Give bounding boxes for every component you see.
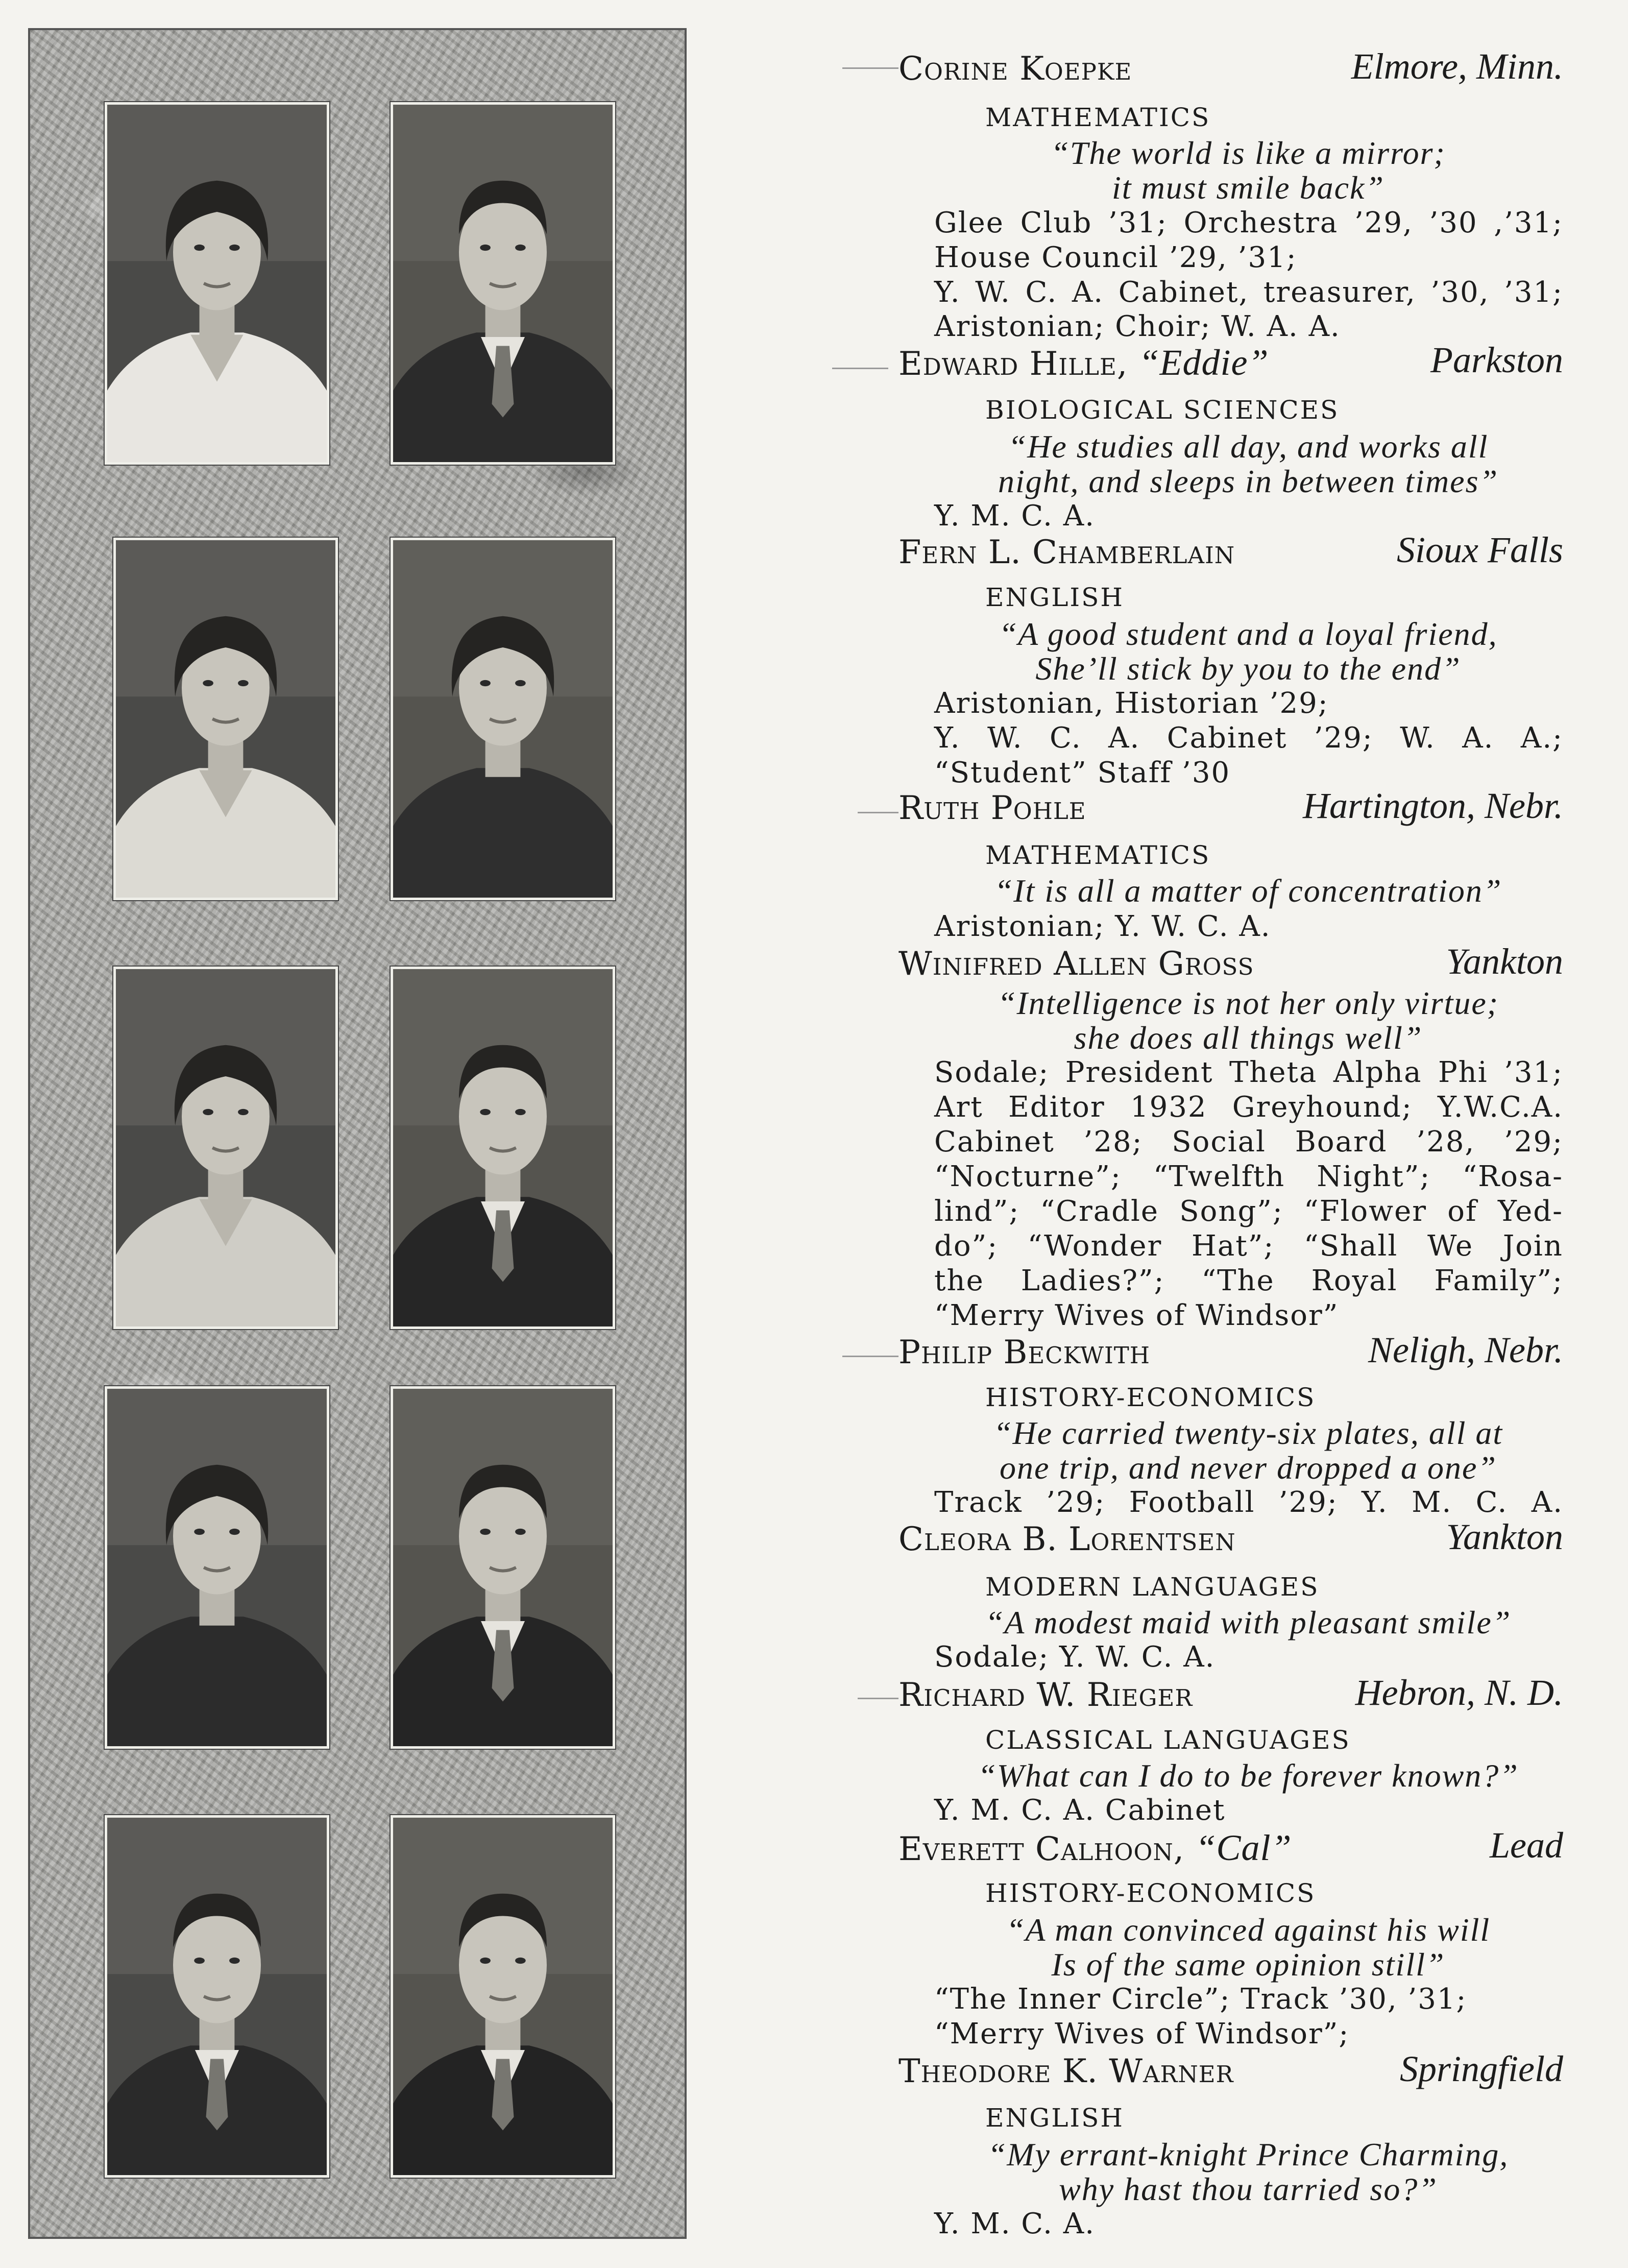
entry-activity-line: Y. M. C. A. Cabinet — [934, 1794, 1226, 1827]
entry-activity-line: “The Inner Circle”; Track ’30, ’31; — [934, 1983, 1467, 2016]
entry-activity-line: Sodale; President Theta Alpha Phi ’31; — [934, 1056, 1563, 1089]
entry-quote-line: “It is all a matter of concentration” — [994, 873, 1502, 909]
entry-activity-line: “Nocturne”; “Twelfth Night”; “Rosa- — [934, 1160, 1563, 1193]
entry-quote-line: “The world is like a mirror; — [1051, 135, 1446, 171]
entry-activity-line: Aristonian; Choir; W. A. A. — [934, 310, 1341, 343]
margin-mark — [832, 368, 888, 369]
entry-quote-line: Is of the same opinion still” — [1051, 1946, 1445, 1983]
entry-quote-line: “A man convinced against his will — [1006, 1912, 1491, 1948]
entry-name: Corine Koepke — [898, 50, 1132, 88]
margin-mark — [858, 1698, 898, 1699]
entry-quote-line: night, and sleeps in between times” — [998, 463, 1499, 499]
entry-activity-line: Cabinet ’28; Social Board ’28, ’29; — [934, 1125, 1563, 1159]
entry-activity-line: Y. W. C. A. Cabinet, treasurer, ’30, ’31; — [934, 276, 1563, 309]
margin-mark — [842, 1356, 898, 1357]
entry-activity-line: Y. W. C. A. Cabinet ’29; W. A. A.; — [934, 721, 1563, 755]
entry-activity-line: Track ’29; Football ’29; Y. M. C. A. — [934, 1486, 1563, 1519]
entry-activity-line: House Council ’29, ’31; — [934, 241, 1297, 274]
entry-name: Richard W. Rieger — [898, 1676, 1193, 1714]
entry-quote-line: she does all things well” — [1074, 1020, 1423, 1056]
entry-department: BIOLOGICAL SCIENCES — [985, 395, 1340, 425]
entry-hometown: Elmore, Minn. — [1351, 46, 1563, 87]
entry-activity-line: Y. M. C. A. — [934, 499, 1095, 533]
entry-name: Edward Hille, “Eddie” — [898, 342, 1269, 383]
entry-hometown: Neligh, Nebr. — [1368, 1330, 1563, 1370]
entry-quote-line: She’ll stick by you to the end” — [1035, 650, 1461, 687]
entry-name: Ruth Pohle — [898, 789, 1086, 827]
entry-quote-line: “He studies all day, and works all — [1008, 428, 1489, 465]
entry-department: CLASSICAL LANGUAGES — [985, 1725, 1351, 1755]
margin-mark — [842, 67, 898, 69]
entry-quote-line: “A modest maid with pleasant smile” — [985, 1604, 1512, 1640]
entry-activity-line: “Student” Staff ’30 — [934, 756, 1231, 789]
entry-activity-line: do”; “Wonder Hat”; “Shall We Join — [934, 1229, 1563, 1263]
entry-hometown: Hebron, N. D. — [1355, 1672, 1563, 1713]
entry-name: Philip Beckwith — [898, 1334, 1150, 1371]
entry-activity-line: Glee Club ’31; Orchestra ’29, ’30 ,’31; — [934, 206, 1563, 239]
entry-activity-line: “Merry Wives of Windsor” — [934, 1299, 1339, 1332]
entry-department: ENGLISH — [985, 583, 1125, 612]
entry-quote-line: “He carried twenty-six plates, all at — [993, 1415, 1503, 1451]
entry-quote-line: it must smile back” — [1112, 170, 1384, 206]
entry-activity-line: the Ladies?”; “The Royal Family”; — [934, 1264, 1563, 1297]
entry-hometown: Yankton — [1446, 1516, 1563, 1557]
entry-activity-line: lind”; “Cradle Song”; “Flower of Yed- — [934, 1195, 1563, 1228]
entry-department: MATHEMATICS — [985, 103, 1211, 132]
entry-name: Theodore K. Warner — [898, 2053, 1234, 2090]
entry-hometown: Hartington, Nebr. — [1302, 785, 1563, 826]
entry-activity-line: Sodale; Y. W. C. A. — [934, 1640, 1216, 1674]
entry-department: ENGLISH — [985, 2103, 1125, 2133]
entry-department: HISTORY-ECONOMICS — [985, 1383, 1316, 1412]
entry-quote-line: “What can I do to be forever known?” — [978, 1757, 1519, 1794]
entry-activity-line: Aristonian, Historian ’29; — [934, 687, 1329, 720]
entry-quote-line: “Intelligence is not her only virtue; — [997, 985, 1499, 1021]
entry-hometown: Springfield — [1400, 2048, 1563, 2089]
entry-department: MATHEMATICS — [985, 840, 1211, 870]
entry-quote-line: why hast thou tarried so?” — [1059, 2171, 1438, 2207]
entry-hometown: Sioux Falls — [1397, 529, 1563, 570]
entry-name: Fern L. Chamberlain — [898, 534, 1235, 571]
entry-quote-line: “A good student and a loyal friend, — [999, 616, 1498, 652]
entry-activity-line: Art Editor 1932 Greyhound; Y.W.C.A. — [934, 1091, 1563, 1124]
entry-quote-line: “My errant-knight Prince Charming, — [987, 2136, 1509, 2173]
margin-mark — [858, 812, 898, 813]
entry-hometown: Parkston — [1430, 340, 1563, 380]
entry-department: MODERN LANGUAGES — [985, 1572, 1320, 1602]
entry-name: Cleora B. Lorentsen — [898, 1521, 1236, 1558]
entry-quote-line: one trip, and never dropped a one” — [1000, 1450, 1497, 1486]
entry-activity-line: Aristonian; Y. W. C. A. — [934, 910, 1271, 943]
entry-name: Everett Calhoon, “Cal” — [898, 1827, 1292, 1868]
entry-activity-line: “Merry Wives of Windsor”; — [934, 2017, 1350, 2050]
entry-name: Winifred Allen Gross — [898, 945, 1254, 983]
entry-department: HISTORY-ECONOMICS — [985, 1878, 1316, 1908]
entry-activity-line: Y. M. C. A. — [934, 2207, 1095, 2240]
entry-hometown: Lead — [1490, 1825, 1563, 1866]
entry-hometown: Yankton — [1446, 941, 1563, 982]
